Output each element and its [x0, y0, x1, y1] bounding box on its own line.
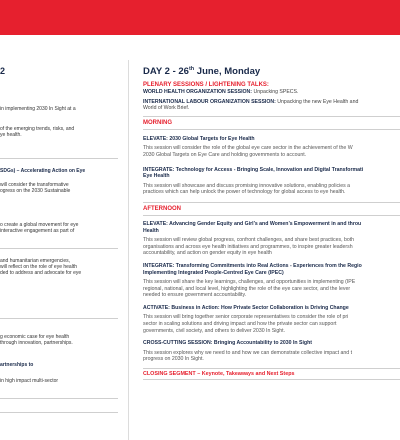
left-day-heading-fragment: 2 — [0, 66, 6, 76]
column-divider — [128, 60, 129, 440]
left-column — [0, 0, 122, 440]
day-heading: DAY 2 - 26th June, Monday — [143, 65, 261, 77]
plenary-item-cont: World of Work Brief. — [143, 105, 190, 112]
left-line: will consider the transformative — [0, 182, 69, 188]
afternoon-heading: AFTERNOON — [143, 202, 400, 216]
session-description: This session will share the key learnings, challenges, and opportunities in implementing (IPE regional, national, and local level, highlighting the role of the eye care sector, and the lever needed to ensure government accountability. — [143, 279, 356, 299]
session-title: ELEVATE: 2030 Global Targets for Eye Health — [143, 135, 255, 142]
left-line: and humanitarian emergencies, — [0, 258, 71, 264]
session-title: INTEGRATE: Transforming Commitments into Real Actions - Experiences from the Regio Implementing Integrated People-Centred Eye Care (IPEC) — [143, 262, 362, 276]
left-line: in implementing 2030 In Sight at a — [0, 106, 76, 112]
session-title: ELEVATE: Advancing Gender Equity and Girl’s and Women’s Empowerment in and throu Health — [143, 220, 362, 234]
left-rule — [0, 412, 118, 413]
left-line: through innovation, partnerships. — [0, 340, 73, 346]
left-rule — [0, 248, 118, 249]
session-description: This session explores why we need to and how we can demonstrate collective impact and t progress on 2030 In Sight. — [143, 349, 353, 363]
left-line: will reflect on the role of eye health — [0, 264, 77, 270]
left-line: g economic case for eye health — [0, 334, 70, 340]
left-line: of the emerging trends, risks, and — [0, 126, 75, 132]
left-line: ye health. — [0, 132, 22, 138]
plenary-item: WORLD HEALTH ORGANIZATION SESSION: Unpacking SPECS. — [143, 89, 299, 95]
left-rule — [0, 398, 118, 399]
closing-segment: CLOSING SEGMENT – Keynote, Takeaways and Next Steps — [143, 368, 400, 380]
left-line: ded to address and advocate for eye — [0, 270, 82, 276]
plenary-heading: PLENARY SESSIONS / LIGHTENING TALKS: — [143, 82, 269, 88]
left-line: in high impact multi-sector — [0, 378, 59, 384]
left-rule — [0, 158, 118, 159]
plenary-item: INTERNATIONAL LABOUR ORGANIZATION SESSION: Unpacking the new Eye Health and — [143, 98, 359, 105]
left-line: o create a global movement for eye — [0, 222, 79, 228]
left-line: ogress on the 2030 Sustainable — [0, 188, 71, 194]
session-title: INTEGRATE: Technology for Access - Bringing Scale, Innovation and Digital Transformati Eye Health — [143, 166, 364, 180]
session-description: This session will showcase and discuss promising innovative solutions, enabling policies a practices which can help unlock the power of technology for global access to eye health. — [143, 182, 351, 196]
session-title: ACTIVATE: Business in Action: How Private Sector Collaboration is Driving Change — [143, 304, 349, 311]
session-description: This session will review global progress, confront challenges, and share best practices, both organisations and across eye health initiatives and programmes, to inspire greater leadersh accountability, and action on gender equity in eye health — [143, 237, 355, 257]
morning-heading: MORNING — [143, 116, 400, 130]
left-line: artnerships to — [0, 362, 34, 368]
session-description: This session will consider the role of the global eye care sector in the achievement of the W 2030 Global Targets on Eye Care and holding governments to account. — [143, 145, 353, 158]
session-description: This session will bring together senior corporate representatives to consider the role of pri sector in scaling solutions and driving impact and how the private sector can support governments, civil society, and others to deliver 2030 In Sight. — [143, 314, 349, 334]
left-line: interactive engagement as part of — [0, 228, 75, 234]
left-line: SDGs) – Accelerating Action on Eye — [0, 168, 86, 174]
left-rule — [0, 318, 118, 319]
session-title: CROSS-CUTTING SESSION: Bringing Accountability to 2030 In Sight — [143, 340, 312, 347]
day-2-programme — [143, 60, 400, 440]
